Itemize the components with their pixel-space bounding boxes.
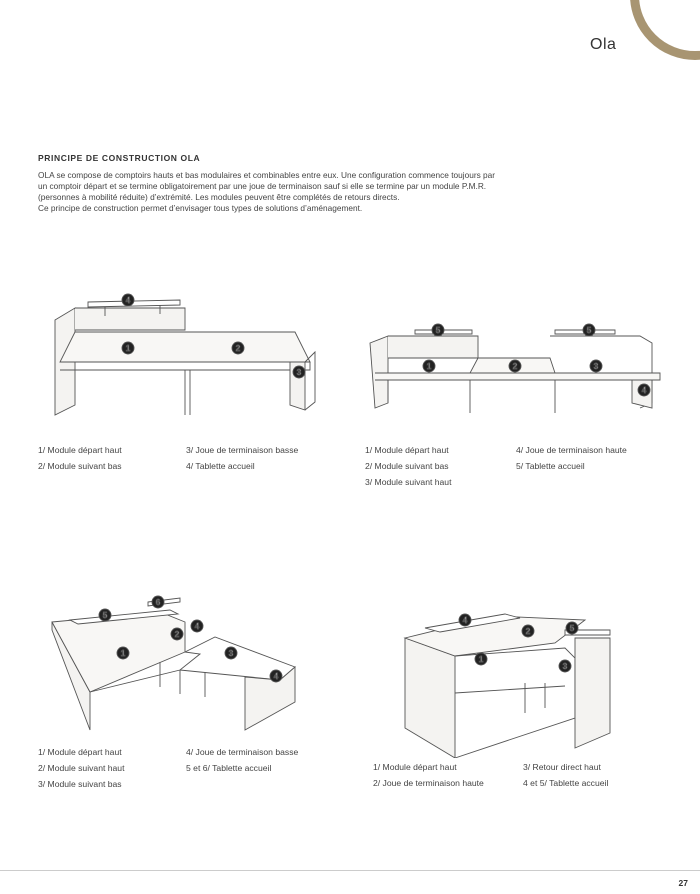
brand-title: Ola <box>590 36 617 53</box>
legend-item: 1/ Module départ haut <box>365 445 449 455</box>
legend-item: 1/ Module départ haut <box>38 747 122 757</box>
legend-item: 3/ Module suivant bas <box>38 779 122 789</box>
diagram-3 <box>40 592 300 742</box>
svg-text:1: 1 <box>426 362 432 371</box>
svg-text:5: 5 <box>102 611 108 620</box>
marker-1 <box>423 360 435 372</box>
marker-2 <box>522 625 534 637</box>
svg-text:4: 4 <box>641 386 647 395</box>
svg-text:3: 3 <box>296 368 302 377</box>
marker-1 <box>475 653 487 665</box>
decorative-arc <box>630 0 700 60</box>
diagram-1 <box>40 290 330 430</box>
legend-item: 2/ Module suivant bas <box>38 461 122 471</box>
svg-text:3: 3 <box>228 649 234 658</box>
legend-item: 3/ Module suivant haut <box>365 477 452 487</box>
marker-2 <box>232 342 244 354</box>
legend-item: 1/ Module départ haut <box>38 445 122 455</box>
svg-text:6: 6 <box>155 598 161 607</box>
legend-item: 4 et 5/ Tablette accueil <box>523 778 609 788</box>
marker-4 <box>459 614 471 626</box>
diagram-4 <box>395 608 625 758</box>
svg-text:2: 2 <box>512 362 518 371</box>
marker-4 <box>638 384 650 396</box>
marker-3 <box>293 366 305 378</box>
section-heading: PRINCIPE DE CONSTRUCTION OLA <box>38 153 201 163</box>
marker-4 <box>270 670 282 682</box>
svg-text:4: 4 <box>273 672 279 681</box>
intro-line: un comptoir départ et se termine obligatoirement par une joue de terminaison sauf si elle se termine par un module P.M.R. <box>38 181 487 191</box>
svg-text:5: 5 <box>586 326 592 335</box>
legend-item: 4/ Joue de terminaison haute <box>516 445 627 455</box>
diagram-2 <box>360 318 670 428</box>
marker-3 <box>225 647 237 659</box>
desk-illustration <box>55 300 315 415</box>
marker-3 <box>590 360 602 372</box>
desk-illustration <box>52 598 295 730</box>
marker-2 <box>509 360 521 372</box>
legend-item: 5/ Tablette accueil <box>516 461 585 471</box>
intro-line: (personnes à mobilité réduite) d’extrémité. Les modules peuvent être complétés de retours directs. <box>38 192 400 202</box>
marker-1 <box>122 342 134 354</box>
footer-divider <box>0 870 700 871</box>
legend-item: 3/ Joue de terminaison basse <box>186 445 299 455</box>
svg-text:1: 1 <box>478 655 484 664</box>
legend-item: 1/ Module départ haut <box>373 762 457 772</box>
marker-5 <box>566 622 578 634</box>
marker-1 <box>117 647 129 659</box>
desk-illustration <box>405 614 610 758</box>
svg-text:5: 5 <box>569 624 575 633</box>
marker-4 <box>191 620 203 632</box>
svg-text:3: 3 <box>593 362 599 371</box>
legend-item: 4/ Tablette accueil <box>186 461 255 471</box>
marker-6 <box>152 596 164 608</box>
svg-text:2: 2 <box>525 627 531 636</box>
svg-text:1: 1 <box>120 649 126 658</box>
legend-item: 2/ Module suivant haut <box>38 763 125 773</box>
legend-item: 2/ Joue de terminaison haute <box>373 778 484 788</box>
page-number: 27 <box>678 878 688 888</box>
svg-text:4: 4 <box>125 296 131 305</box>
intro-paragraph <box>38 170 618 214</box>
legend-item: 3/ Retour direct haut <box>523 762 601 772</box>
svg-text:4: 4 <box>194 622 200 631</box>
svg-text:4: 4 <box>462 616 468 625</box>
svg-text:2: 2 <box>174 630 180 639</box>
svg-text:3: 3 <box>562 662 568 671</box>
marker-2 <box>171 628 183 640</box>
legend-item: 5 et 6/ Tablette accueil <box>186 763 272 773</box>
svg-text:2: 2 <box>235 344 241 353</box>
marker-5 <box>99 609 111 621</box>
marker-3 <box>559 660 571 672</box>
legend-item: 2/ Module suivant bas <box>365 461 449 471</box>
intro-line: Ce principe de construction permet d’envisager tous types de solutions d’aménagement. <box>38 203 363 213</box>
marker-5 <box>432 324 444 336</box>
legend-item: 4/ Joue de terminaison basse <box>186 747 299 757</box>
svg-text:5: 5 <box>435 326 441 335</box>
marker-5 <box>583 324 595 336</box>
marker-4 <box>122 294 134 306</box>
svg-text:1: 1 <box>125 344 131 353</box>
intro-line: OLA se compose de comptoirs hauts et bas modulaires et combinables entre eux. Une configuration commence toujours par <box>38 170 496 180</box>
